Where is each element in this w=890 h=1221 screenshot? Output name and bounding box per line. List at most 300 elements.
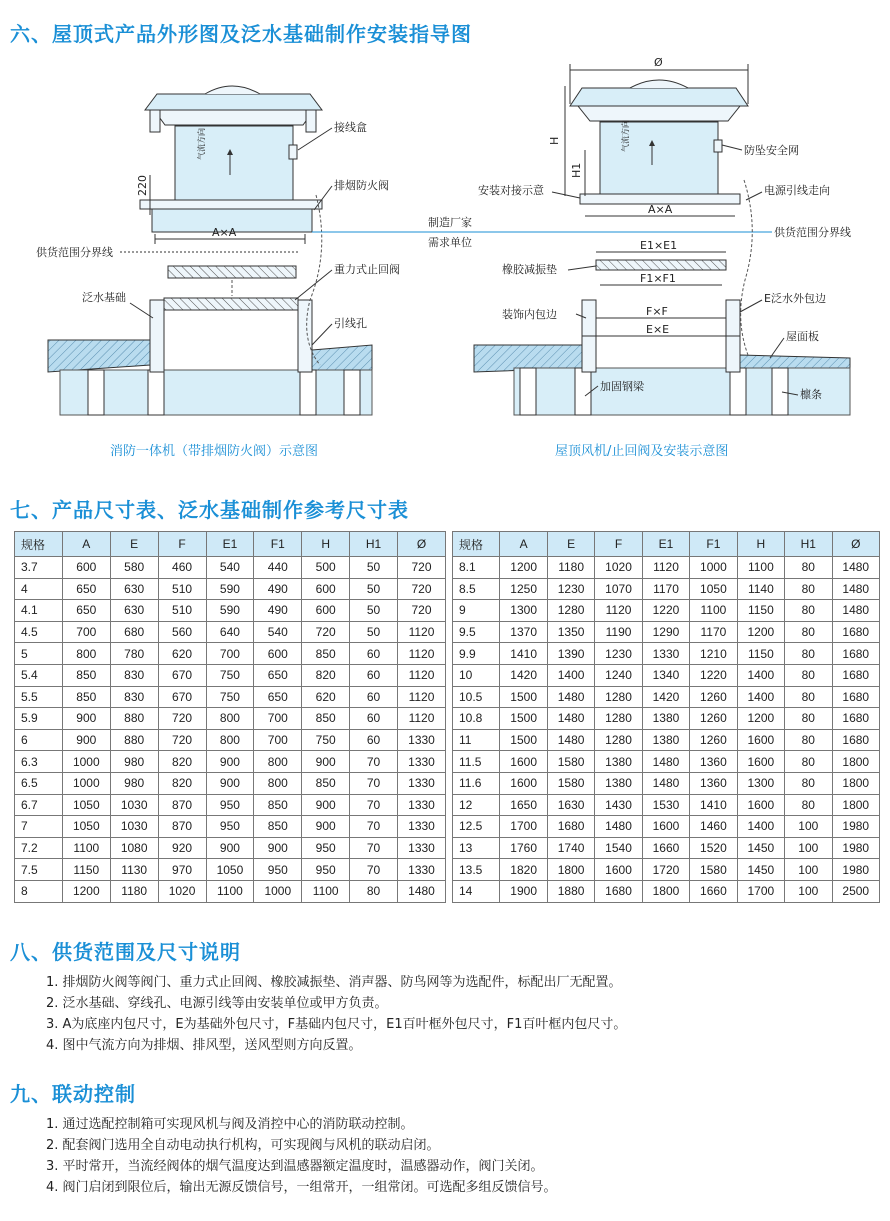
table-cell: 1600: [500, 772, 547, 794]
table-cell: 1120: [398, 621, 446, 643]
section8-title: 八、供货范围及尺寸说明: [10, 940, 241, 964]
table-cell: 1600: [737, 794, 784, 816]
table-cell: 850: [62, 686, 110, 708]
table-cell: 700: [206, 643, 254, 665]
table-cell: 11.6: [453, 772, 500, 794]
table-cell: 13: [453, 837, 500, 859]
table-cell: 870: [158, 794, 206, 816]
table-cell: 1330: [398, 772, 446, 794]
svg-text:引线孔: 引线孔: [334, 317, 367, 330]
roof-slab-left: [48, 340, 150, 372]
svg-text:装饰内包边: 装饰内包边: [502, 308, 557, 321]
table-cell: 80: [350, 880, 398, 902]
table-cell: 100: [785, 880, 832, 902]
table-cell: 830: [110, 664, 158, 686]
rubber-pad: [596, 260, 726, 270]
svg-text:A×A: A×A: [212, 226, 237, 239]
table-cell: 980: [110, 772, 158, 794]
table-cell: 900: [206, 772, 254, 794]
table-cell: 13.5: [453, 859, 500, 881]
table-cell: 12.5: [453, 816, 500, 838]
list-item: 3. 平时常开，当流经阀体的烟气温度达到温感器额定温度时，温感器动作，阀门关闭。: [46, 1159, 544, 1174]
table-cell: 1580: [547, 751, 594, 773]
table-cell: 1140: [737, 578, 784, 600]
table-cell: 1260: [690, 708, 737, 730]
svg-text:接线盒: 接线盒: [334, 121, 367, 134]
table-cell: 9: [453, 600, 500, 622]
table-cell: 80: [785, 664, 832, 686]
table-cell: 1300: [737, 772, 784, 794]
table-header-row: [15, 532, 446, 557]
table-cell: 600: [302, 600, 350, 622]
table-cell: 1230: [595, 643, 642, 665]
table-cell: 1980: [832, 816, 880, 838]
table-cell: 1600: [737, 751, 784, 773]
table-cell: 1330: [642, 643, 689, 665]
svg-text:加固钢梁: 加固钢梁: [600, 380, 644, 393]
list-item: 1. 排烟防火阀等阀门、重力式止回阀、橡胶减振垫、消声器、防鸟网等为选配件，标配出厂无配置。: [46, 975, 622, 990]
table-cell: 60: [350, 664, 398, 686]
table-cell: 60: [350, 643, 398, 665]
table-row: [453, 816, 880, 838]
table-cell: 900: [302, 794, 350, 816]
table-cell: 900: [302, 816, 350, 838]
table-cell: 80: [785, 600, 832, 622]
table-cell: 1680: [832, 708, 880, 730]
column-header: E1: [642, 532, 689, 557]
table-cell: 720: [398, 557, 446, 579]
svg-text:电源引线走向: 电源引线走向: [764, 184, 830, 197]
table-row: [453, 557, 880, 579]
list-item: 2. 泛水基础、穿线孔、电源引线等由安装单位或甲方负责。: [46, 996, 388, 1011]
svg-text:气流方向: 气流方向: [197, 128, 206, 160]
table-cell: 1020: [595, 557, 642, 579]
purlin: [344, 370, 360, 415]
table-cell: 1200: [737, 621, 784, 643]
purlin: [148, 370, 164, 415]
table-cell: 1480: [595, 816, 642, 838]
table-row: [15, 772, 446, 794]
table-cell: 800: [254, 751, 302, 773]
table-row: [453, 686, 880, 708]
table-cell: 1660: [690, 880, 737, 902]
table-cell: 1180: [110, 880, 158, 902]
table-cell: 1410: [500, 643, 547, 665]
table-cell: 1150: [62, 859, 110, 881]
table-cell: 4.1: [15, 600, 63, 622]
junction-box: [289, 145, 297, 159]
table-cell: 670: [158, 664, 206, 686]
table-cell: 1820: [500, 859, 547, 881]
section7-title: 七、产品尺寸表、泛水基础制作参考尺寸表: [10, 498, 409, 522]
table-cell: 1420: [642, 686, 689, 708]
table-cell: 50: [350, 557, 398, 579]
table-cell: 1500: [500, 729, 547, 751]
column-header: 规格: [453, 532, 500, 557]
table-cell: 750: [302, 729, 350, 751]
table-cell: 980: [110, 751, 158, 773]
svg-text:檩条: 檩条: [800, 388, 822, 401]
table-cell: 50: [350, 600, 398, 622]
table-cell: 850: [62, 664, 110, 686]
table-cell: 11.5: [453, 751, 500, 773]
table-cell: 900: [62, 729, 110, 751]
column-header: Ø: [398, 532, 446, 557]
table-row: [15, 751, 446, 773]
table-row: [15, 621, 446, 643]
svg-text:安装对接示意: 安装对接示意: [478, 184, 544, 197]
table-cell: 1600: [737, 729, 784, 751]
svg-text:供货范围分界线: 供货范围分界线: [774, 226, 851, 239]
table-cell: 1700: [737, 880, 784, 902]
table-cell: 650: [254, 686, 302, 708]
table-cell: 680: [110, 621, 158, 643]
table-row: [15, 816, 446, 838]
list-item: 4. 图中气流方向为排烟、排风型，送风型则方向反置。: [46, 1038, 362, 1053]
table-cell: 700: [62, 621, 110, 643]
table-cell: 620: [302, 686, 350, 708]
table-cell: 50: [350, 578, 398, 600]
table-cell: 1330: [398, 837, 446, 859]
table-cell: 950: [206, 794, 254, 816]
table-row: [453, 729, 880, 751]
table-cell: 1240: [595, 664, 642, 686]
table-cell: 100: [785, 837, 832, 859]
table-cell: 500: [302, 557, 350, 579]
svg-text:制造厂家: 制造厂家: [428, 216, 472, 229]
table-cell: 1430: [595, 794, 642, 816]
table-cell: 1210: [690, 643, 737, 665]
table-cell: 1400: [737, 664, 784, 686]
table-cell: 1580: [547, 772, 594, 794]
table-cell: 1100: [302, 880, 350, 902]
table-cell: 10.5: [453, 686, 500, 708]
svg-text:重力式止回阀: 重力式止回阀: [334, 263, 400, 276]
table-cell: 80: [785, 643, 832, 665]
table-cell: 1190: [595, 621, 642, 643]
table-cell: 1500: [500, 708, 547, 730]
table-row: [453, 880, 880, 902]
table-cell: 1100: [206, 880, 254, 902]
table-cell: 1680: [547, 816, 594, 838]
table-cell: 10.8: [453, 708, 500, 730]
table-row: [453, 643, 880, 665]
table-row: [453, 837, 880, 859]
column-header: H: [737, 532, 784, 557]
fan-hood: [145, 94, 322, 110]
table-cell: 1150: [737, 600, 784, 622]
table-cell: 1600: [500, 751, 547, 773]
table-cell: 1360: [690, 751, 737, 773]
table-cell: 1000: [690, 557, 737, 579]
column-header: H1: [350, 532, 398, 557]
column-header: A: [500, 532, 547, 557]
svg-text:屋面板: 屋面板: [786, 330, 819, 343]
flashing-wall-right: [298, 300, 312, 372]
svg-text:屋顶风机/止回阀及安装示意图: 屋顶风机/止回阀及安装示意图: [555, 444, 729, 459]
table-cell: 1030: [110, 794, 158, 816]
table-cell: 1500: [500, 686, 547, 708]
table-cell: 80: [785, 729, 832, 751]
table-row: [15, 729, 446, 751]
table-cell: 1120: [398, 708, 446, 730]
table-cell: 1170: [642, 578, 689, 600]
table-cell: 1660: [642, 837, 689, 859]
fire-fan-diagram: [36, 86, 400, 459]
table-cell: 5.4: [15, 664, 63, 686]
table-row: [453, 578, 880, 600]
svg-text:Ø: Ø: [654, 56, 663, 69]
table-cell: 1380: [595, 772, 642, 794]
table-cell: 1480: [642, 772, 689, 794]
roof-fan-hood: [570, 88, 748, 106]
table-cell: 1000: [62, 772, 110, 794]
list-item: 1. 通过选配控制箱可实现风机与阀及消控中心的消防联动控制。: [46, 1117, 414, 1132]
table-cell: 820: [158, 751, 206, 773]
table-cell: 440: [254, 557, 302, 579]
table-cell: 950: [254, 859, 302, 881]
gravity-valve: [164, 298, 298, 310]
table-cell: 6: [15, 729, 63, 751]
table-cell: 7.2: [15, 837, 63, 859]
table-cell: 1080: [110, 837, 158, 859]
table-cell: 1800: [832, 751, 880, 773]
table-cell: 1680: [832, 643, 880, 665]
table-cell: 80: [785, 708, 832, 730]
table-row: [15, 664, 446, 686]
table-cell: 720: [302, 621, 350, 643]
table-cell: 560: [158, 621, 206, 643]
table-cell: 800: [206, 708, 254, 730]
table-cell: 1480: [547, 686, 594, 708]
table-cell: 900: [62, 708, 110, 730]
svg-text:A×A: A×A: [648, 203, 673, 216]
table-cell: 720: [398, 578, 446, 600]
table-cell: 1050: [62, 816, 110, 838]
table-cell: 540: [206, 557, 254, 579]
table-row: [15, 837, 446, 859]
table-cell: 80: [785, 621, 832, 643]
table-cell: 1340: [642, 664, 689, 686]
table-cell: 80: [785, 578, 832, 600]
table-cell: 1800: [832, 772, 880, 794]
table-cell: 510: [158, 600, 206, 622]
svg-text:供货范围分界线: 供货范围分界线: [36, 246, 113, 259]
louvre: [168, 266, 296, 278]
table-cell: 80: [785, 751, 832, 773]
table-cell: 1000: [254, 880, 302, 902]
table-cell: 1350: [547, 621, 594, 643]
table-cell: 1050: [690, 578, 737, 600]
table-cell: 2500: [832, 880, 880, 902]
table-cell: 1650: [500, 794, 547, 816]
table-cell: 750: [206, 686, 254, 708]
svg-text:排烟防火阀: 排烟防火阀: [334, 179, 389, 192]
svg-text:E泛水外包边: E泛水外包边: [764, 292, 826, 305]
column-header: F1: [690, 532, 737, 557]
table-cell: 580: [110, 557, 158, 579]
table-cell: 900: [254, 837, 302, 859]
table-cell: 1170: [690, 621, 737, 643]
table-cell: 880: [110, 729, 158, 751]
table-cell: 620: [158, 643, 206, 665]
table-cell: 1330: [398, 729, 446, 751]
table-cell: 9.9: [453, 643, 500, 665]
table-cell: 1360: [690, 772, 737, 794]
table-row: [15, 859, 446, 881]
table-cell: 650: [62, 578, 110, 600]
svg-text:防坠安全网: 防坠安全网: [744, 144, 799, 157]
column-header: 规格: [15, 532, 63, 557]
table-cell: 1280: [595, 729, 642, 751]
table-cell: 1280: [547, 600, 594, 622]
table-cell: 1680: [832, 664, 880, 686]
table-cell: 80: [785, 557, 832, 579]
table-cell: 750: [206, 664, 254, 686]
table-cell: 4: [15, 578, 63, 600]
table-cell: 590: [206, 600, 254, 622]
table-cell: 1480: [832, 578, 880, 600]
table-cell: 830: [110, 686, 158, 708]
table-cell: 1800: [832, 794, 880, 816]
table-cell: 1680: [832, 621, 880, 643]
roof-fan-body: [600, 122, 718, 194]
table-cell: 1530: [642, 794, 689, 816]
table-row: [453, 859, 880, 881]
table-cell: 11: [453, 729, 500, 751]
column-header: H1: [785, 532, 832, 557]
table-row: [15, 600, 446, 622]
column-header: Ø: [832, 532, 880, 557]
table-cell: 600: [62, 557, 110, 579]
control-notes: [46, 1114, 557, 1198]
table-cell: 1150: [737, 643, 784, 665]
table-cell: 1290: [642, 621, 689, 643]
table-cell: 1740: [547, 837, 594, 859]
table-cell: 1630: [547, 794, 594, 816]
table-cell: 1720: [642, 859, 689, 881]
table-cell: 1680: [595, 880, 642, 902]
table-cell: 1280: [595, 708, 642, 730]
table-cell: 1900: [500, 880, 547, 902]
column-header: F: [158, 532, 206, 557]
table-cell: 1020: [158, 880, 206, 902]
table-cell: 80: [785, 686, 832, 708]
table-cell: 600: [302, 578, 350, 600]
table-cell: 850: [254, 816, 302, 838]
table-cell: 1460: [690, 816, 737, 838]
table-cell: 1030: [110, 816, 158, 838]
table-cell: 720: [398, 600, 446, 622]
table-cell: 60: [350, 729, 398, 751]
table-cell: 640: [206, 621, 254, 643]
table-cell: 1600: [642, 816, 689, 838]
column-header: F: [595, 532, 642, 557]
table-row: [15, 643, 446, 665]
table-cell: 14: [453, 880, 500, 902]
table-cell: 1880: [547, 880, 594, 902]
table-header-row: [453, 532, 880, 557]
svg-text:H: H: [548, 136, 561, 145]
table-cell: 1450: [737, 837, 784, 859]
table-cell: 8.1: [453, 557, 500, 579]
svg-text:F×F: F×F: [646, 305, 668, 318]
installation-diagram: [0, 42, 890, 474]
section9-title: 九、联动控制: [10, 1082, 136, 1106]
table-cell: 850: [302, 708, 350, 730]
table-cell: 70: [350, 751, 398, 773]
table-cell: 1520: [690, 837, 737, 859]
svg-text:E1×E1: E1×E1: [640, 239, 678, 252]
table-row: [453, 621, 880, 643]
table-cell: 80: [785, 794, 832, 816]
table-cell: 9.5: [453, 621, 500, 643]
table-cell: 1220: [642, 600, 689, 622]
table-cell: 600: [254, 643, 302, 665]
size-table-right: [452, 531, 880, 903]
boundary-divider: [312, 215, 772, 249]
table-cell: 1220: [690, 664, 737, 686]
table-row: [15, 794, 446, 816]
table-cell: 1980: [832, 837, 880, 859]
table-cell: 4.5: [15, 621, 63, 643]
table-cell: 800: [62, 643, 110, 665]
table-cell: 1480: [547, 708, 594, 730]
table-cell: 1580: [690, 859, 737, 881]
table-cell: 1420: [500, 664, 547, 686]
table-cell: 780: [110, 643, 158, 665]
table-cell: 670: [158, 686, 206, 708]
svg-text:H1: H1: [570, 162, 583, 178]
table-row: [453, 751, 880, 773]
table-cell: 1120: [642, 557, 689, 579]
table-cell: 630: [110, 600, 158, 622]
table-cell: 1120: [398, 664, 446, 686]
table-cell: 7: [15, 816, 63, 838]
column-header: E: [110, 532, 158, 557]
column-header: E1: [206, 532, 254, 557]
table-cell: 1400: [737, 816, 784, 838]
table-cell: 1330: [398, 794, 446, 816]
table-cell: 1480: [547, 729, 594, 751]
table-cell: 5: [15, 643, 63, 665]
table-row: [453, 794, 880, 816]
table-cell: 1410: [690, 794, 737, 816]
table-cell: 650: [254, 664, 302, 686]
svg-text:需求单位: 需求单位: [428, 236, 472, 249]
table-cell: 970: [158, 859, 206, 881]
fan-body: [175, 126, 293, 200]
table-cell: 1480: [642, 751, 689, 773]
table-cell: 490: [254, 600, 302, 622]
table-cell: 70: [350, 859, 398, 881]
table-cell: 1130: [110, 859, 158, 881]
purlin: [300, 370, 316, 415]
table-cell: 1540: [595, 837, 642, 859]
table-cell: 800: [206, 729, 254, 751]
column-header: H: [302, 532, 350, 557]
table-cell: 850: [302, 643, 350, 665]
table-cell: 1260: [690, 729, 737, 751]
table-cell: 1260: [690, 686, 737, 708]
table-cell: 6.5: [15, 772, 63, 794]
table-cell: 1700: [500, 816, 547, 838]
table-cell: 1120: [398, 643, 446, 665]
svg-text:F1×F1: F1×F1: [640, 272, 676, 285]
table-cell: 60: [350, 686, 398, 708]
column-header: A: [62, 532, 110, 557]
table-cell: 70: [350, 794, 398, 816]
